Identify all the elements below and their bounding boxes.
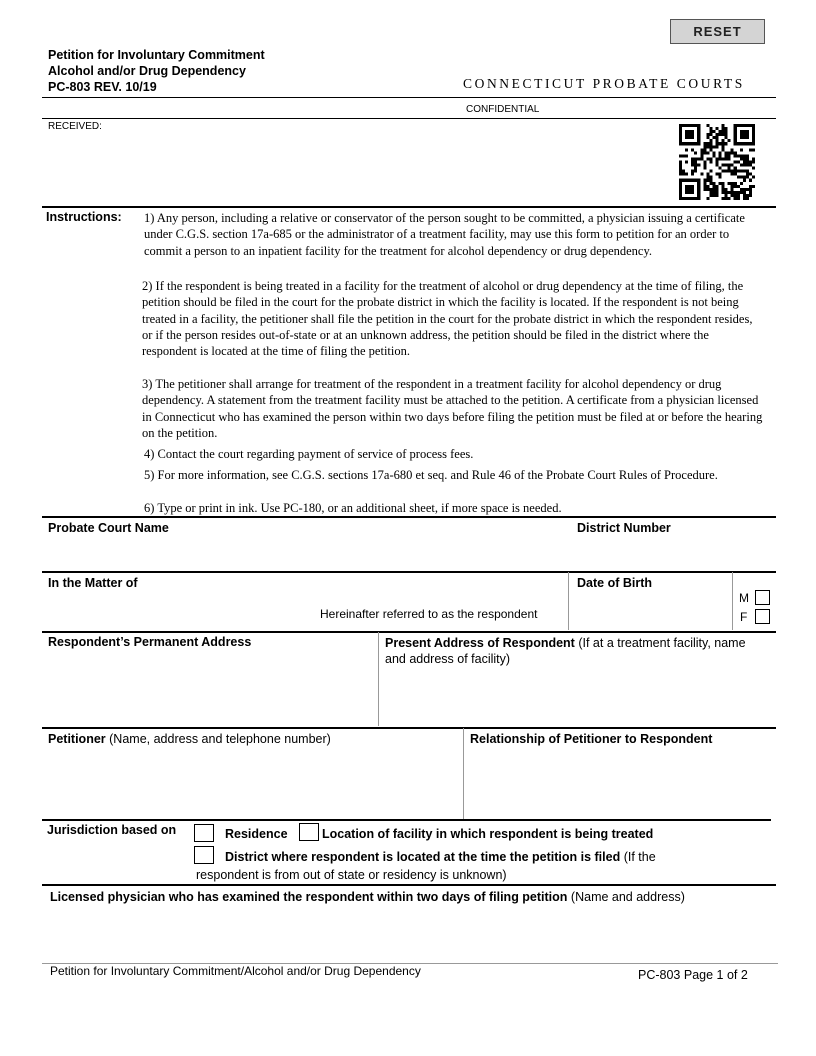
received-label: RECEIVED: [48,121,102,132]
district-option-note-part2: respondent is from out of state or residency is unknown) [196,868,507,882]
district-number-field[interactable] [575,538,773,570]
petitioner-row-divider [42,819,771,821]
petitioner-label: Petitioner [48,732,106,746]
matter-row-divider [42,631,776,633]
matter-divider-2 [732,572,733,630]
instructions-top-divider [42,206,776,208]
present-address-label: Present Address of Respondent [385,636,575,650]
present-address-note: (If at a treatment facility, name and address of facility) [385,636,746,666]
date-of-birth-field[interactable] [574,594,728,626]
district-located-option-label: District where respondent is located at the time the petition is filed [225,850,621,864]
instruction-number: 2) [142,279,153,293]
form-revision: 10/19 [125,80,157,94]
date-of-birth-label: Date of Birth [577,576,652,590]
footer-page-label: PC-803 Page 1 of 2 [638,968,748,982]
instruction-text: Any person, including a relative or conservator of the person sought to be committed, a physician issuing a certificate under C.G.S. section 17a-685 or the administrator of a treatment facility, may use this form to petition for an order to commit a person to an inpatient facility for the treatment for alcohol dependency or drug dependency. [144,211,745,258]
court-row-divider [42,571,776,573]
qr-code-icon [679,124,755,200]
instruction-item [142,278,764,359]
confidential-divider [42,118,776,119]
form-number-label: PC-803 REV. [48,80,122,94]
district-option-block [225,850,656,864]
court-name: CONNECTICUT PROBATE COURTS [463,76,745,91]
address-divider [378,632,379,726]
instruction-text: If the respondent is being treated in a facility for the treatment of alcohol or drug dependency at the time of filing, the petition should be filed in the court for the probate district in which the facility is located. If the respondent is not being treated in a facility, the petitioner shall file the petition in the court for the probate district in which the respondent resides, or if the person resides out-of-state or at an unknown address, the petition should be filed in the district where the respondent is located at the time of filing the petition. [142,279,753,359]
reset-button[interactable]: RESET [670,19,765,44]
instruction-number: 3) [142,377,153,391]
residence-option-label: Residence [225,827,288,841]
permanent-address-label: Respondent’s Permanent Address [48,635,252,649]
physician-field[interactable] [46,908,772,958]
sex-m-label: M [739,591,749,605]
petitioner-divider [463,728,464,819]
instruction-number: 5) [144,468,155,482]
instruction-text: Contact the court regarding payment of service of process fees. [157,447,474,461]
district-number-label: District Number [577,521,671,535]
petitioner-field[interactable] [44,750,458,816]
form-title-line-1: Petition for Involuntary Commitment [48,48,265,62]
footer-form-title: Petition for Involuntary Commitment/Alcohol and/or Drug Dependency [50,964,421,978]
instruction-text: The petitioner shall arrange for treatment of the respondent in a treatment facility for alcohol dependency or drug dependency. A statement from the treatment facility must be attached to the petition. A certificate from a physician licensed in Connecticut who has examined the person within two days before filing the petition must be filed at or before the hearing on the petition. [142,377,763,440]
form-number [48,79,265,95]
header-divider [42,97,776,98]
facility-location-checkbox[interactable] [299,823,319,841]
in-the-matter-of-label: In the Matter of [48,576,138,590]
instruction-item [144,467,766,483]
facility-location-option-label: Location of facility in which respondent is being treated [322,827,654,841]
instructions-bottom-divider [42,516,776,518]
physician-note: (Name and address) [570,890,685,904]
petitioner-label-block [48,732,331,746]
instruction-item [144,446,766,462]
physician-label-block [50,890,685,904]
jurisdiction-divider [42,884,776,886]
district-located-checkbox[interactable] [194,846,214,864]
confidential-label: CONFIDENTIAL [466,104,540,115]
relationship-field[interactable] [467,750,772,816]
probate-court-name-label: Probate Court Name [48,521,169,535]
sex-f-checkbox[interactable] [755,609,770,624]
respondent-name-field[interactable] [44,592,564,606]
petitioner-note: (Name, address and telephone number) [109,732,331,746]
district-option-note-part1: (If the [623,850,656,864]
permanent-address-field[interactable] [44,654,374,724]
physician-label: Licensed physician who has examined the respondent within two days of filing petition [50,890,568,904]
respondent-note: Hereinafter referred to as the respondent [320,607,538,621]
instruction-number: 6) [144,501,155,515]
present-address-field[interactable] [382,670,772,724]
form-title-block [48,47,265,95]
instruction-number: 1) [144,211,155,225]
sex-f-label: F [740,610,748,624]
form-title-line-2: Alcohol and/or Drug Dependency [48,64,246,78]
instructions-label: Instructions: [46,210,122,224]
present-address-label-block [385,635,765,667]
instruction-item [144,500,766,516]
relationship-label: Relationship of Petitioner to Respondent [470,732,713,746]
jurisdiction-label: Jurisdiction based on [47,823,177,837]
instruction-item [144,210,766,259]
address-row-divider [42,727,776,729]
instruction-number: 4) [144,447,155,461]
sex-m-checkbox[interactable] [755,590,770,605]
instruction-item [142,376,764,441]
instruction-text: Type or print in ink. Use PC-180, or an additional sheet, if more space is needed. [157,501,562,515]
matter-divider-1 [568,572,569,630]
residence-checkbox[interactable] [194,824,214,842]
instruction-text: For more information, see C.G.S. sections 17a-680 et seq. and Rule 46 of the Probate Court Rules of Procedure. [157,468,718,482]
probate-court-name-field[interactable] [44,538,569,570]
